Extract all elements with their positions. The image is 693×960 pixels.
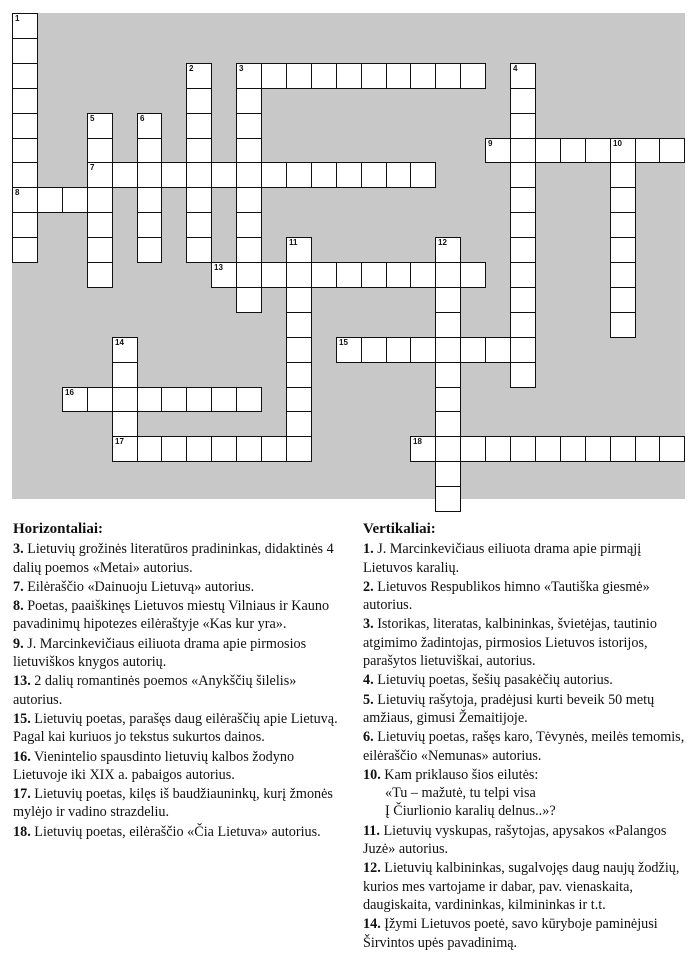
grid-cell[interactable] — [585, 138, 611, 163]
grid-cell[interactable] — [286, 387, 312, 412]
grid-cell[interactable] — [435, 287, 461, 313]
grid-cell[interactable] — [211, 436, 237, 462]
grid-cell[interactable] — [410, 337, 436, 363]
clue-number: 2 — [189, 64, 194, 73]
clue-number: 17 — [115, 437, 124, 446]
grid-cell[interactable] — [186, 237, 212, 263]
clue-v-4: 4. Lietuvių poetas, šešių pasakėčių autorius. — [363, 672, 613, 689]
grid-cell[interactable] — [410, 63, 436, 89]
grid-cell[interactable] — [510, 436, 536, 462]
clue-v-3: 3. Istorikas, literatas, kalbininkas, švietėjas, tautinio atgimimo žadintojas, pirmosios Lietuvos istorijos, parašytos lietuviškai, autorius. — [363, 616, 657, 670]
grid-cell[interactable] — [286, 262, 312, 288]
grid-cell[interactable] — [311, 262, 337, 288]
grid-cell[interactable] — [137, 187, 162, 213]
grid-cell[interactable] — [12, 38, 38, 64]
grid-cell[interactable] — [361, 162, 387, 188]
grid-cell[interactable] — [112, 411, 138, 437]
grid-cell[interactable] — [186, 212, 212, 238]
grid-cell[interactable] — [361, 262, 387, 288]
grid-cell[interactable] — [236, 212, 262, 238]
grid-cell[interactable] — [311, 162, 337, 188]
grid-cell[interactable] — [535, 138, 561, 163]
grid-cell[interactable] — [610, 162, 636, 188]
clue-h-7: 7. Eilėraščio «Dainuoju Lietuvą» autorius. — [13, 578, 255, 595]
grid-cell[interactable] — [87, 138, 113, 163]
clue-number: 12 — [438, 238, 447, 247]
clue-h-15: 15. Lietuvių poetas, parašęs daug eilėraščių apie Lietuvą. Pagal kai kuriuos jo tekstus sukurtos dainos. — [13, 710, 338, 746]
grid-cell[interactable] — [112, 362, 138, 388]
grid-cell[interactable] — [12, 113, 38, 139]
grid-cell[interactable] — [137, 212, 162, 238]
grid-cell[interactable] — [510, 63, 536, 89]
clue-v-14: 14. Įžymi Lietuvos poetė, savo kūryboje paminėjusi Širvintos upės pavadinimą. — [363, 916, 658, 951]
grid-cell[interactable] — [410, 436, 436, 462]
grid-cell[interactable] — [435, 237, 461, 263]
grid-cell[interactable] — [435, 387, 461, 412]
clue-h-8: 8. Poetas, paaiškinęs Lietuvos miestų Vilniaus ir Kauno pavadinimų hipotezes eilėraštyje «Kas kur yra». — [13, 598, 330, 633]
clue-v-1: 1. J. Marcinkevičiaus eiliuota drama apie pirmąjį Lietuvos karalių. — [363, 541, 642, 576]
grid-cell[interactable] — [460, 262, 486, 288]
grid-cell[interactable] — [510, 138, 536, 163]
grid-cell[interactable] — [12, 212, 38, 238]
grid-cell[interactable] — [336, 337, 362, 363]
grid-cell[interactable] — [510, 262, 536, 288]
grid-cell[interactable] — [112, 436, 138, 462]
clue-h-18: 18. Lietuvių poetas, eilėraščio «Čia Lietuva» autorius. — [13, 823, 321, 840]
clue-number: 10 — [613, 139, 622, 148]
clue-number: 8 — [15, 188, 20, 197]
grid-cell[interactable] — [510, 162, 536, 188]
grid-cell[interactable] — [112, 337, 138, 363]
grid-cell[interactable] — [386, 63, 411, 89]
vertical-heading: Vertikaliai: — [363, 521, 436, 537]
grid-cell[interactable] — [186, 113, 212, 139]
grid-cell[interactable] — [137, 113, 162, 139]
grid-cell[interactable] — [510, 287, 536, 313]
grid-cell[interactable] — [336, 63, 362, 89]
clue-number: 15 — [339, 338, 348, 347]
grid-cell[interactable] — [410, 262, 436, 288]
grid-cell[interactable] — [87, 187, 113, 213]
grid-cell[interactable] — [659, 138, 685, 163]
grid-cell[interactable] — [435, 262, 461, 288]
grid-cell[interactable] — [236, 63, 262, 89]
grid-cell[interactable] — [137, 138, 162, 163]
grid-cell[interactable] — [435, 486, 461, 512]
clue-number: 14 — [115, 338, 124, 347]
grid-cell[interactable] — [286, 337, 312, 363]
grid-cell[interactable] — [361, 63, 387, 89]
clue-v-5: 5. Lietuvių rašytoja, pradėjusi kurti beveik 50 metų amžiaus, gimusi Žemaitijoje. — [363, 691, 655, 726]
clue-v-11: 11. Lietuvių vyskupas, rašytojas, apysakos «Palangos Juzė» autorius. — [363, 822, 667, 858]
grid-cell[interactable] — [286, 162, 312, 188]
grid-cell[interactable] — [435, 436, 461, 462]
grid-cell[interactable] — [236, 237, 262, 263]
grid-cell[interactable] — [286, 287, 312, 313]
grid-cell[interactable] — [236, 287, 262, 313]
grid-cell[interactable] — [186, 436, 212, 462]
clue-v-10: 10. Kam priklauso šios eilutės: «Tu – mažutė, tu telpi visa Į Čiurlionio karalių delnus..»? — [363, 766, 685, 821]
clue-number: 11 — [289, 238, 298, 247]
grid-cell[interactable] — [186, 88, 212, 114]
grid-cell[interactable] — [236, 138, 262, 163]
grid-cell[interactable] — [211, 387, 237, 412]
grid-cell[interactable] — [12, 88, 38, 114]
clue-h-16: 16. Vienintelio spausdinto lietuvių kalbos žodyno Lietuvoje iki XIX a. pabaigos autorius. — [13, 748, 295, 783]
grid-cell[interactable] — [435, 312, 461, 338]
clue-number: 3 — [239, 64, 244, 73]
grid-cell[interactable] — [87, 212, 113, 238]
grid-cell[interactable] — [236, 387, 262, 412]
grid-cell[interactable] — [386, 162, 411, 188]
vertical-clues — [363, 520, 685, 953]
grid-cell[interactable] — [361, 337, 387, 363]
grid-cell[interactable] — [510, 362, 536, 388]
grid-cell[interactable] — [386, 337, 411, 363]
clue-v-2: 2. Lietuvos Respublikos himno «Tautiška giesmė» autorius. — [363, 578, 650, 614]
grid-cell[interactable] — [87, 262, 113, 288]
grid-cell[interactable] — [211, 262, 237, 288]
grid-cell[interactable] — [12, 237, 38, 263]
grid-cell[interactable] — [112, 387, 138, 412]
grid-cell[interactable] — [137, 162, 162, 188]
grid-cell[interactable] — [211, 162, 237, 188]
grid-cell[interactable] — [161, 436, 187, 462]
grid-cell[interactable] — [236, 262, 262, 288]
grid-cell[interactable] — [286, 411, 312, 437]
grid-cell[interactable] — [186, 162, 212, 188]
quote-line-2: Į Čiurlionio karalių delnus..»? — [385, 803, 556, 820]
clue-v-12: 12. Lietuvių kalbininkas, sugalvojęs daug naujų žodžių, kurios mes vartojame ir dabar, pav. vienaskaita, daugiskaita, vardininkas, kilmininkas ir t.t. — [363, 860, 680, 913]
grid-cell[interactable] — [610, 312, 636, 338]
grid-cell[interactable] — [286, 237, 312, 263]
grid-cell[interactable] — [37, 187, 63, 213]
grid-cell[interactable] — [510, 337, 536, 363]
grid-cell[interactable] — [286, 312, 312, 338]
clue-number: 5 — [90, 114, 95, 123]
grid-cell[interactable] — [87, 113, 113, 139]
grid-cell[interactable] — [12, 13, 38, 39]
grid-cell[interactable] — [386, 262, 411, 288]
grid-cell[interactable] — [485, 436, 511, 462]
grid-cell[interactable] — [460, 436, 486, 462]
horizontal-heading: Horizontaliai: — [13, 521, 103, 537]
grid-cell[interactable] — [261, 262, 287, 288]
grid-cell[interactable] — [535, 436, 561, 462]
grid-cell[interactable] — [137, 387, 162, 412]
grid-cell[interactable] — [610, 262, 636, 288]
clue-h-17: 17. Lietuvių poetas, kilęs iš baudžiauninkų, kurį žmonės mylėjo ir vadino strazdeliu. — [13, 786, 333, 821]
grid-cell[interactable] — [610, 436, 636, 462]
grid-cell[interactable] — [610, 187, 636, 213]
grid-cell[interactable] — [510, 237, 536, 263]
grid-cell[interactable] — [137, 237, 162, 263]
clue-number: 1 — [15, 14, 20, 23]
clue-number: 16 — [65, 388, 74, 397]
grid-cell[interactable] — [12, 187, 38, 213]
clue-number: 4 — [513, 64, 518, 73]
grid-cell[interactable] — [311, 63, 337, 89]
clue-number: 7 — [90, 163, 95, 172]
grid-cell[interactable] — [12, 63, 38, 89]
grid-cell[interactable] — [186, 187, 212, 213]
clue-number: 18 — [413, 437, 422, 446]
grid-cell[interactable] — [12, 138, 38, 163]
grid-cell[interactable] — [659, 436, 685, 462]
grid-cell[interactable] — [485, 337, 511, 363]
grid-cell[interactable] — [112, 162, 138, 188]
grid-cell[interactable] — [261, 436, 287, 462]
grid-cell[interactable] — [161, 162, 187, 188]
grid-cell[interactable] — [435, 461, 461, 487]
grid-cell[interactable] — [510, 113, 536, 139]
clue-h-9: 9. J. Marcinkevičiaus eiliuota drama apie pirmosios lietuviškos knygos autorių. — [13, 635, 307, 671]
grid-cell[interactable] — [435, 411, 461, 437]
grid-cell[interactable] — [635, 436, 660, 462]
grid-cell[interactable] — [87, 387, 113, 412]
grid-cell[interactable] — [236, 88, 262, 114]
grid-cell[interactable] — [186, 387, 212, 412]
grid-cell[interactable] — [286, 362, 312, 388]
grid-cell[interactable] — [585, 436, 611, 462]
quote-line-1: «Tu – mažutė, tu telpi visa — [385, 785, 536, 802]
clue-h-3: 3. Lietuvių grožinės literatūros pradininkas, didaktinės 4 dalių poemos «Metai» autorius. — [13, 541, 334, 576]
grid-cell[interactable] — [460, 63, 486, 89]
crossword-grid — [12, 13, 685, 499]
grid-cell[interactable] — [610, 237, 636, 263]
clue-v-6: 6. Lietuvių poetas, rašęs karo, Tėvynės, meilės temomis, eilėraščio «Nemunas» autorius. — [363, 729, 685, 764]
clue-number: 9 — [488, 139, 493, 148]
grid-cell[interactable] — [610, 138, 636, 163]
grid-cell[interactable] — [236, 187, 262, 213]
grid-cell[interactable] — [610, 287, 636, 313]
clue-h-13: 13. 2 dalių romantinės poemos «Anykščių šilelis» autorius. — [13, 673, 297, 708]
grid-cell[interactable] — [62, 187, 88, 213]
grid-cell[interactable] — [460, 337, 486, 363]
grid-cell[interactable] — [510, 88, 536, 114]
grid-cell[interactable] — [261, 63, 287, 89]
clue-number: 6 — [140, 114, 145, 123]
grid-cell[interactable] — [336, 262, 362, 288]
grid-cell[interactable] — [435, 337, 461, 363]
grid-cell[interactable] — [236, 162, 262, 188]
grid-cell[interactable] — [137, 436, 162, 462]
grid-cell[interactable] — [236, 436, 262, 462]
grid-cell[interactable] — [435, 63, 461, 89]
grid-cell[interactable] — [410, 162, 436, 188]
grid-cell[interactable] — [635, 138, 660, 163]
grid-cell[interactable] — [87, 237, 113, 263]
grid-cell[interactable] — [286, 63, 312, 89]
grid-cell[interactable] — [186, 63, 212, 89]
grid-cell[interactable] — [510, 212, 536, 238]
grid-cell[interactable] — [186, 138, 212, 163]
grid-cell[interactable] — [261, 162, 287, 188]
clue-number: 13 — [214, 263, 223, 272]
grid-cell[interactable] — [236, 113, 262, 139]
grid-cell[interactable] — [560, 138, 586, 163]
grid-cell[interactable] — [610, 212, 636, 238]
grid-cell[interactable] — [560, 436, 586, 462]
grid-cell[interactable] — [12, 162, 38, 188]
grid-cell[interactable] — [510, 312, 536, 338]
grid-cell[interactable] — [485, 138, 511, 163]
grid-cell[interactable] — [87, 162, 113, 188]
grid-cell[interactable] — [435, 362, 461, 388]
horizontal-clues — [13, 520, 348, 842]
grid-cell[interactable] — [286, 436, 312, 462]
grid-cell[interactable] — [336, 162, 362, 188]
grid-cell[interactable] — [62, 387, 88, 412]
grid-cell[interactable] — [161, 387, 187, 412]
grid-cell[interactable] — [510, 187, 536, 213]
